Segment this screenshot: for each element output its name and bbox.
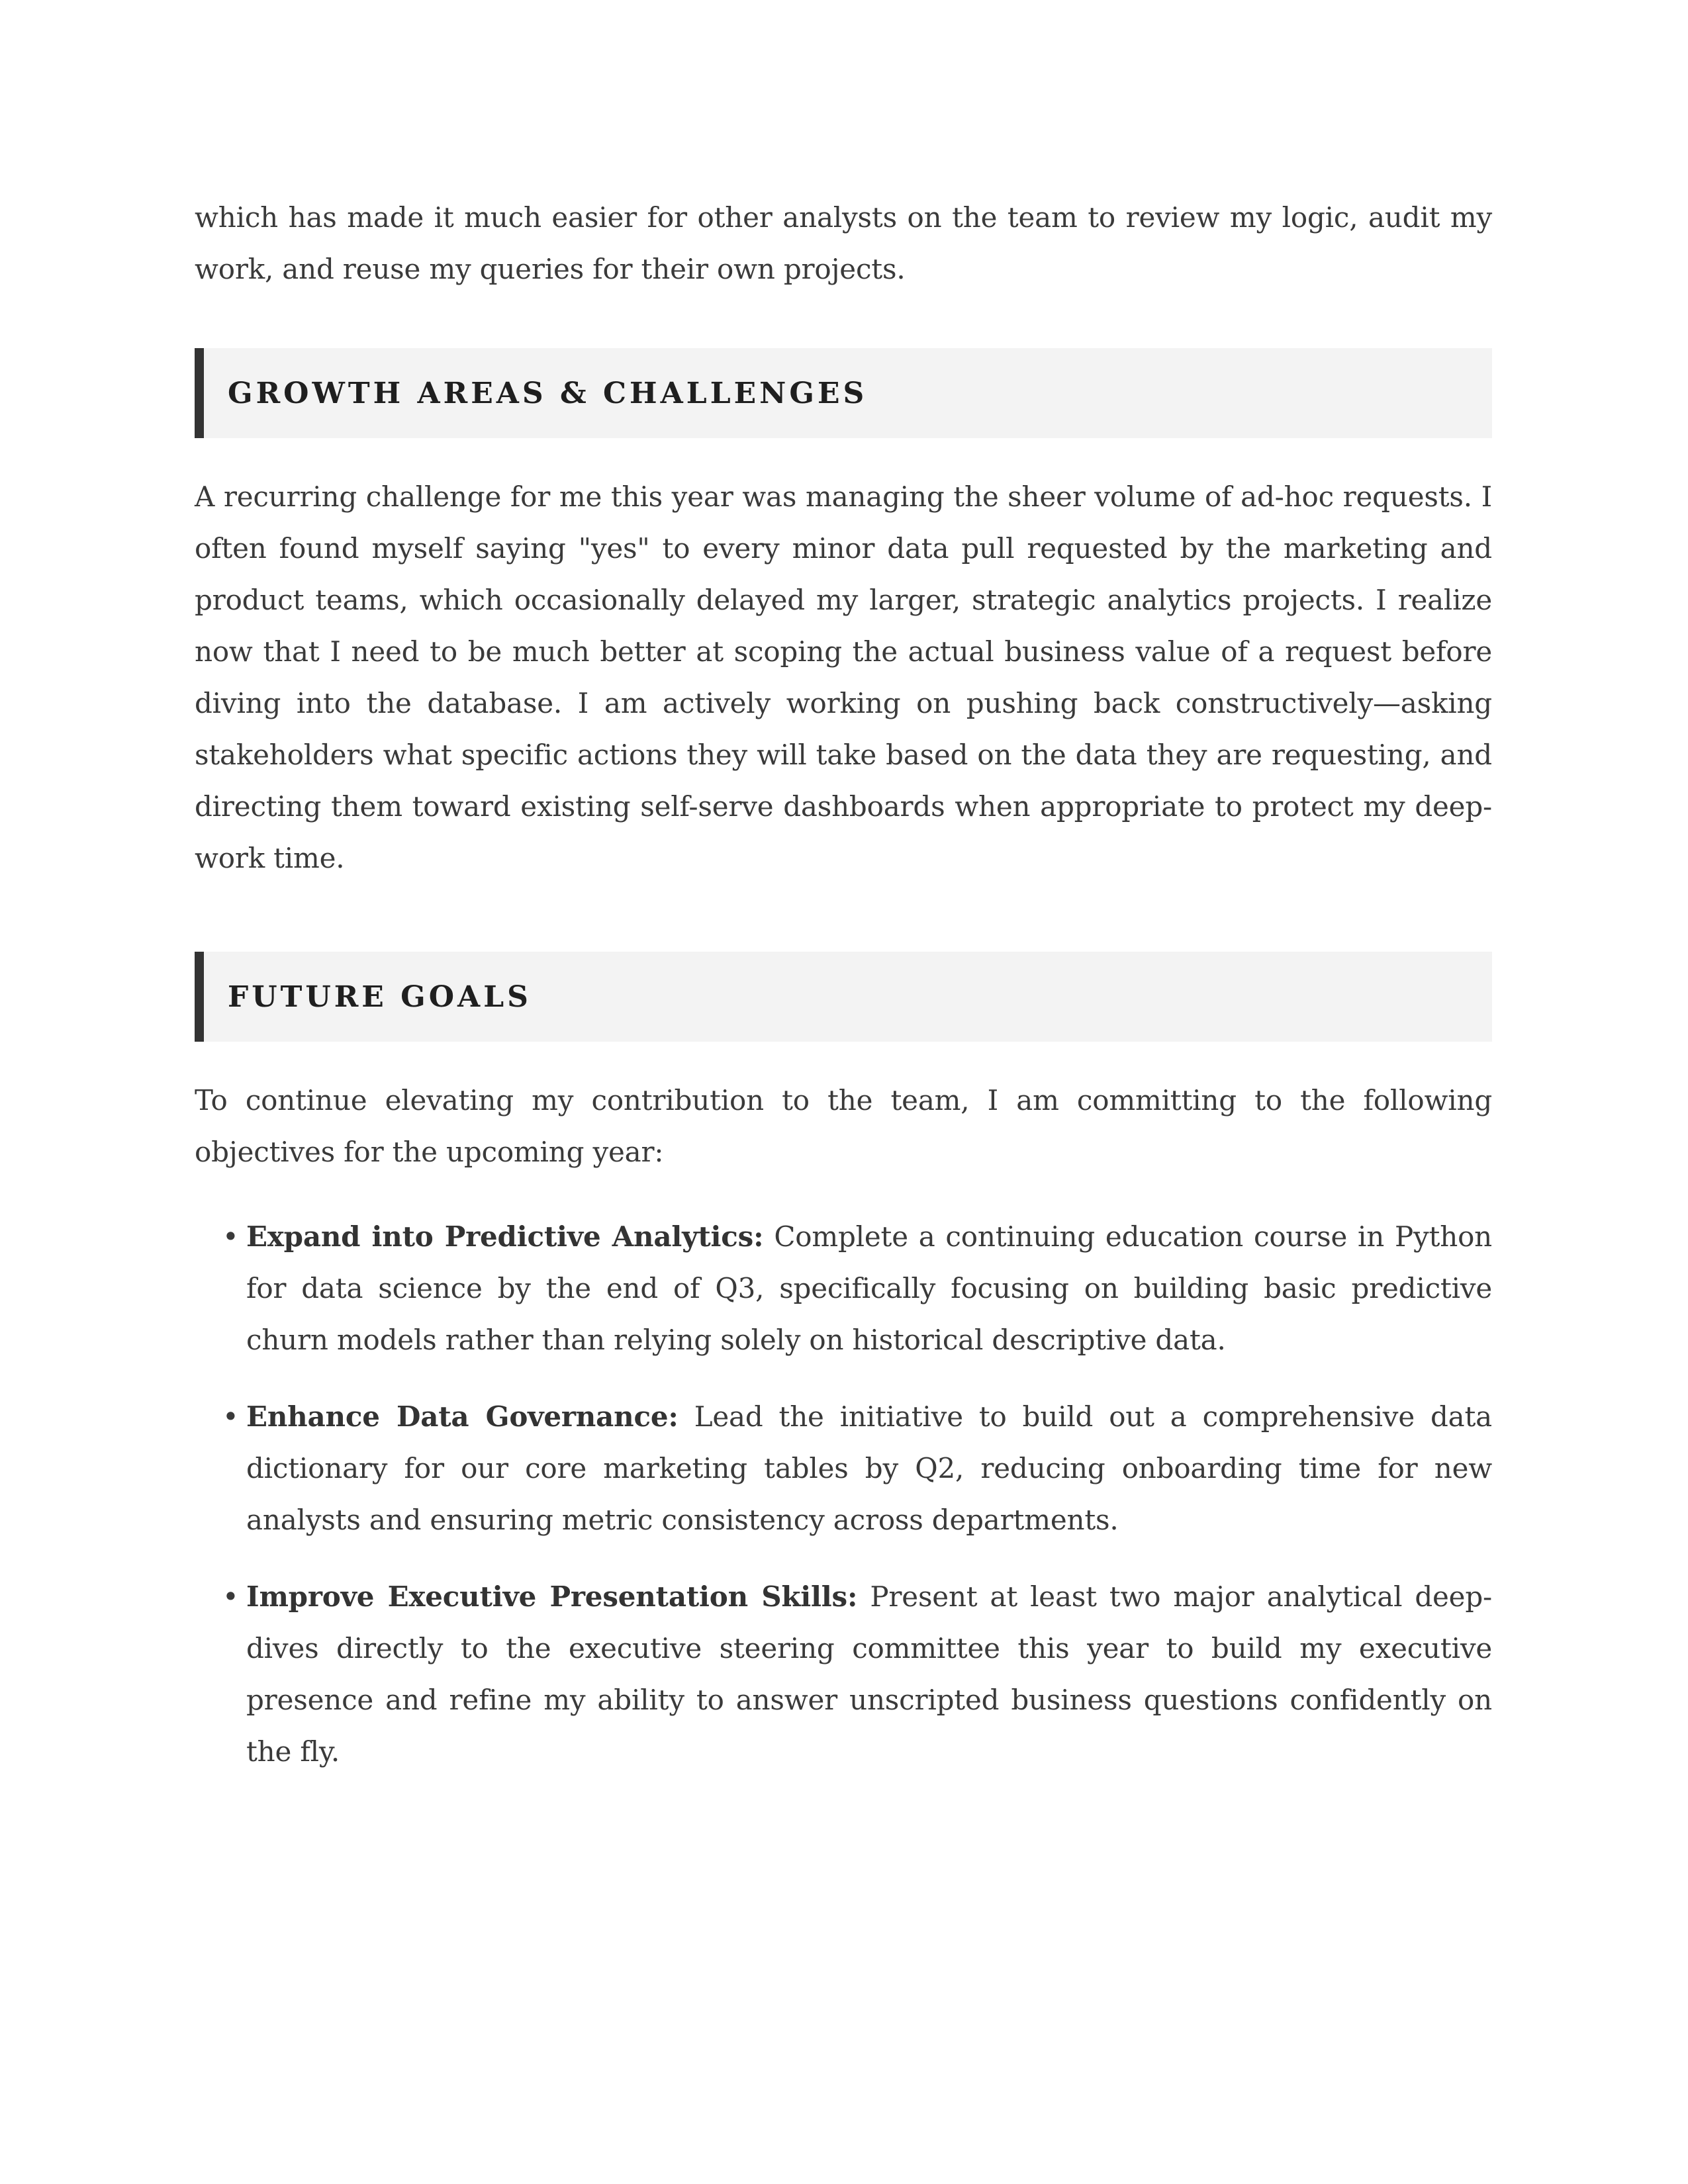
intro-paragraph: which has made it much easier for other analysts on the team to review my logic, audit my work, and reuse my queries for their own projects. [195, 201, 1492, 285]
goal-title: Expand into Predictive Analytics: [246, 1220, 764, 1253]
growth-paragraph: A recurring challenge for me this year was managing the sheer volume of ad-hoc requests. I often found myself saying "yes" to every minor data pull requested by the marketing and product teams, which occasionally delayed my larger, strategic analytics projects. I realize now that I need to be much better at scoping the actual business value of a request before diving into the database. I am actively working on pushing back constructively—asking stakeholders what specific actions they will take based on the data they are requesting, and directing them toward existing self-serve dashboards when appropriate to protect my deep-work time. [195, 480, 1492, 874]
goal-text: Complete a continuing education course in Python for data science by the end of Q3, specifically focusing on building basic predictive churn models rather than relying solely on historical descriptive data. [246, 1220, 1493, 1356]
goals-list [195, 1211, 1492, 1778]
growth-section-heading [195, 348, 1492, 438]
goal-item [195, 1391, 1492, 1546]
goal-text: Lead the initiative to build out a comprehensive data dictionary for our core marketing tables by Q2, reducing onboarding time for new analysts and ensuring metric consistency across departments. [246, 1400, 1493, 1536]
goals-intro-paragraph: To continue elevating my contribution to the team, I am committing to the following objectives for the upcoming year: [195, 1084, 1492, 1168]
bullet-icon: • [222, 1400, 239, 1433]
goal-title: Enhance Data Governance: [246, 1400, 679, 1433]
growth-heading-text: GROWTH AREAS & CHALLENGES [228, 376, 868, 410]
goal-text: Present at least two major analytical deep-dives directly to the executive steering committee this year to build my executive presence and refine my ability to answer unscripted business questions confidently on the fly. [246, 1580, 1493, 1768]
goal-item [195, 1571, 1492, 1778]
goals-heading-text: FUTURE GOALS [228, 979, 532, 1014]
bullet-icon: • [222, 1580, 239, 1613]
goals-section-heading [195, 952, 1492, 1042]
document-page [195, 192, 1492, 1803]
goal-title: Improve Executive Presentation Skills: [246, 1580, 858, 1613]
goal-item [195, 1211, 1492, 1366]
bullet-icon: • [222, 1220, 239, 1253]
